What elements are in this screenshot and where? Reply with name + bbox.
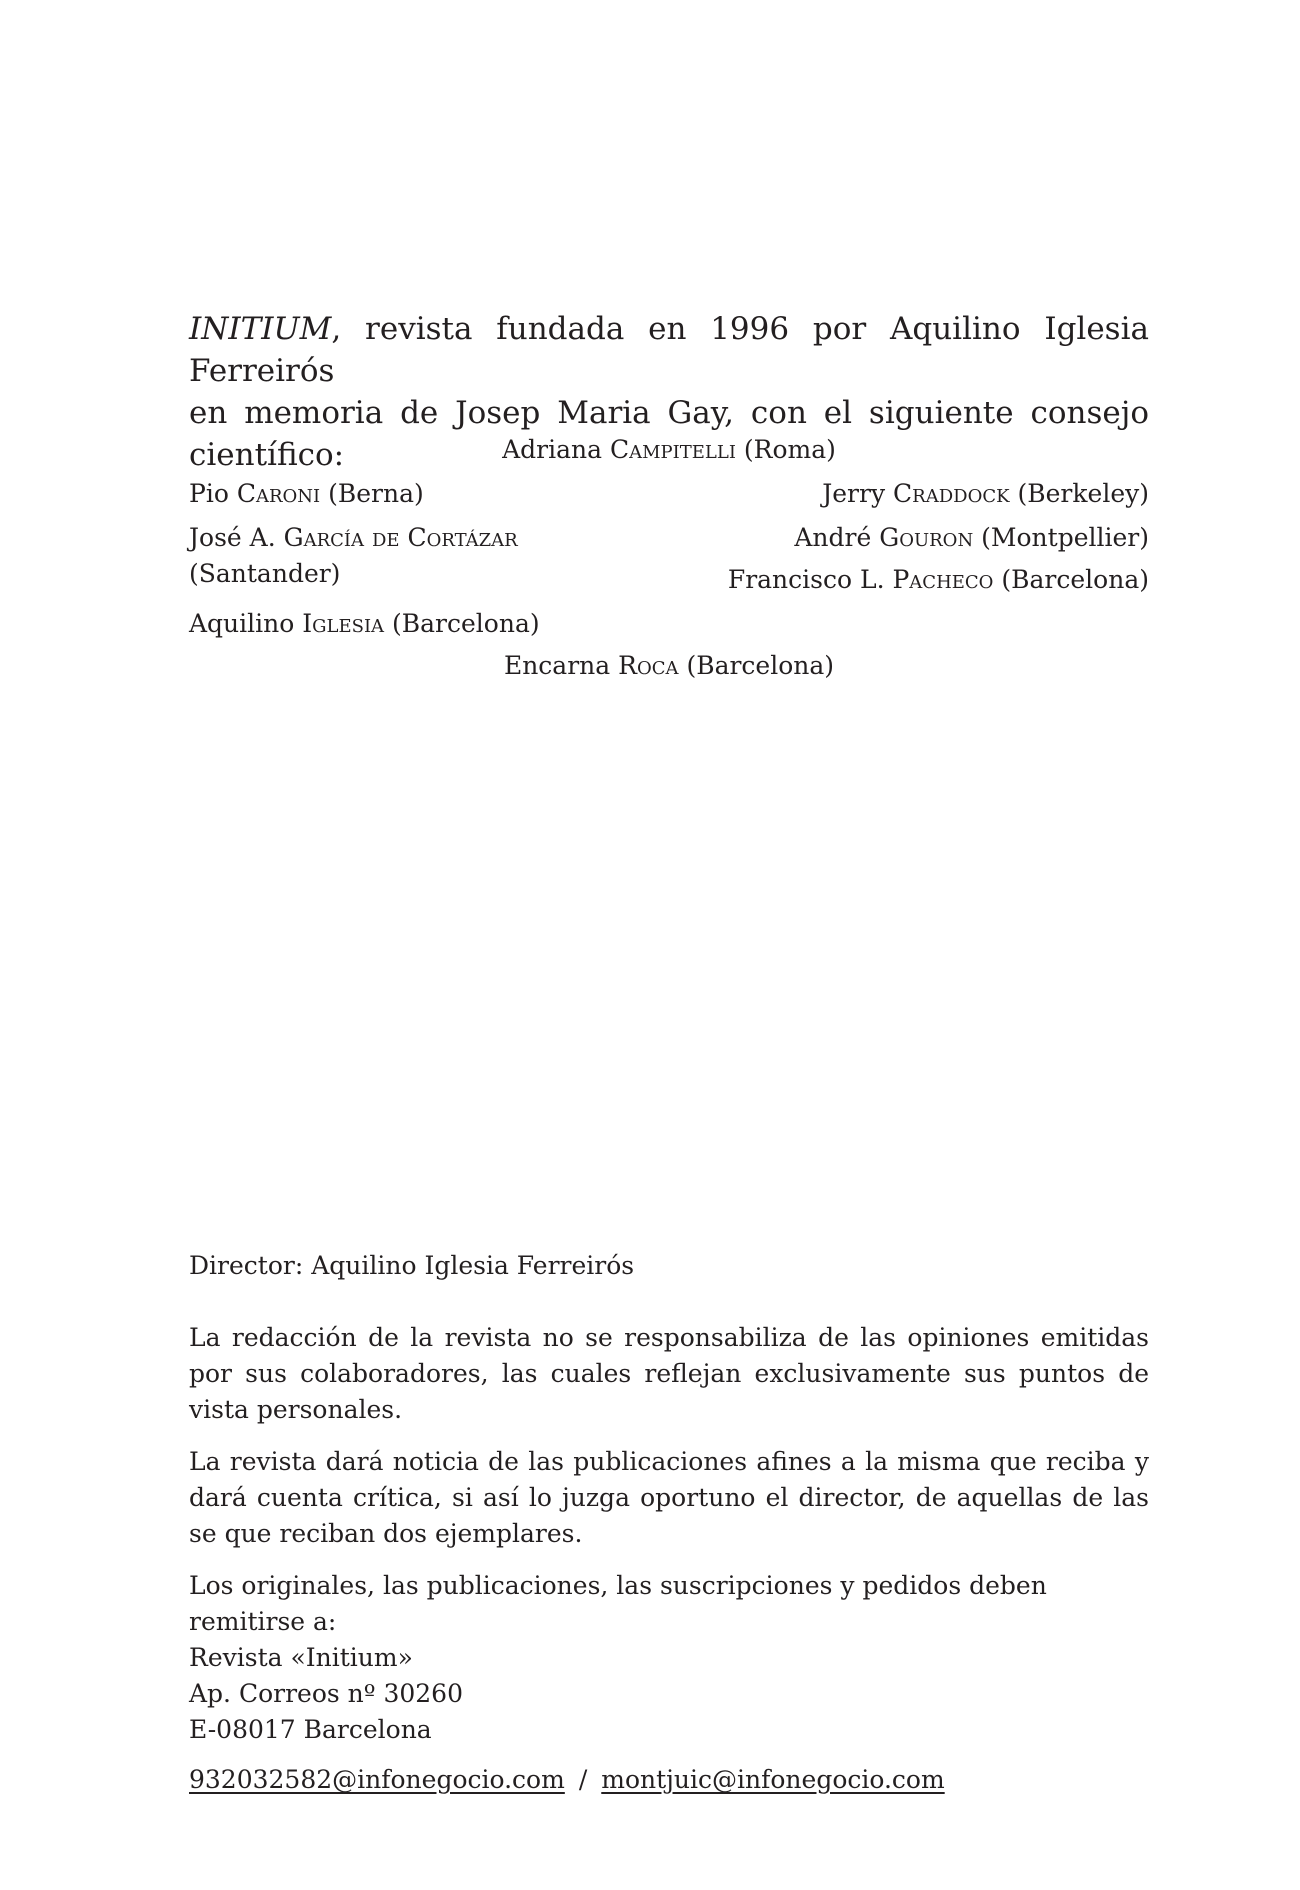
member-first-name: Aquilino	[189, 609, 295, 638]
council-member	[728, 562, 1149, 598]
member-first-name: Encarna	[503, 651, 611, 680]
council-member	[189, 606, 540, 642]
disclaimer-paragraph: La redacción de la revista no se responsabiliza de las opiniones emitidas por sus colaboradores, las cuales reflejan exclusivamente sus puntos de vista personales.	[189, 1323, 1149, 1424]
address-intro: Los originales, las publicaciones, las suscripciones y pedidos deben remitirse a:	[189, 1571, 1047, 1636]
intro-line-2: en memoria de Josep Maria Gay, con el siguiente consejo científico:	[189, 395, 1149, 473]
member-surname: García de Cortázar	[283, 523, 518, 552]
member-place: (Barcelona)	[1001, 565, 1149, 594]
member-surname: Gouron	[879, 523, 974, 552]
member-first-name: Pio	[189, 479, 229, 508]
member-place: (Barcelona)	[392, 609, 540, 638]
council-member	[189, 648, 1149, 684]
email-link[interactable]: montjuic@infonegocio.com	[601, 1765, 945, 1794]
member-first-name: Jerry	[822, 479, 886, 508]
member-place: (Santander)	[189, 559, 341, 588]
contact-emails	[189, 1762, 1149, 1798]
member-first-name: José A.	[189, 523, 276, 552]
member-surname: Campitelli	[609, 435, 736, 464]
address-line: Revista «Initium»	[189, 1643, 413, 1672]
council-member	[822, 476, 1149, 512]
council-member	[189, 476, 424, 512]
address-line: E-08017 Barcelona	[189, 1715, 432, 1744]
member-place: (Berna)	[328, 479, 424, 508]
email-link[interactable]: 932032582@infonegocio.com	[189, 1765, 565, 1794]
reviews-paragraph: La revista dará noticia de las publicaciones afines a la misma que reciba y dará cuenta crítica, si así lo juzga oportuno el director, de aquellas de las se que reciban dos ejemplares.	[189, 1447, 1149, 1548]
member-first-name: Adriana	[502, 435, 603, 464]
council-member	[189, 432, 1149, 468]
member-surname: Iglesia	[302, 609, 385, 638]
member-place: (Berkeley)	[1017, 479, 1149, 508]
editorial-notes	[189, 1248, 1149, 1798]
member-first-name: Francisco L.	[727, 565, 885, 594]
member-place: (Barcelona)	[686, 651, 835, 680]
member-place: (Roma)	[743, 435, 836, 464]
council-member	[189, 520, 569, 592]
council-member	[794, 520, 1149, 556]
member-surname: Craddock	[893, 479, 1010, 508]
email-separator: /	[578, 1765, 588, 1794]
intro-line-1-text: , revista fundada en 1996 por Aquilino Iglesia Ferreirós	[189, 311, 1149, 389]
member-place: (Montpellier)	[981, 523, 1149, 552]
member-surname: Roca	[618, 651, 679, 680]
member-surname: Pacheco	[892, 565, 994, 594]
address-line: Ap. Correos nº 30260	[189, 1679, 463, 1708]
journal-name: INITIUM	[189, 311, 332, 347]
intro-line-1	[189, 308, 1149, 392]
director-line: Director: Aquilino Iglesia Ferreirós	[189, 1251, 635, 1280]
member-first-name: André	[794, 523, 872, 552]
member-surname: Caroni	[236, 479, 321, 508]
